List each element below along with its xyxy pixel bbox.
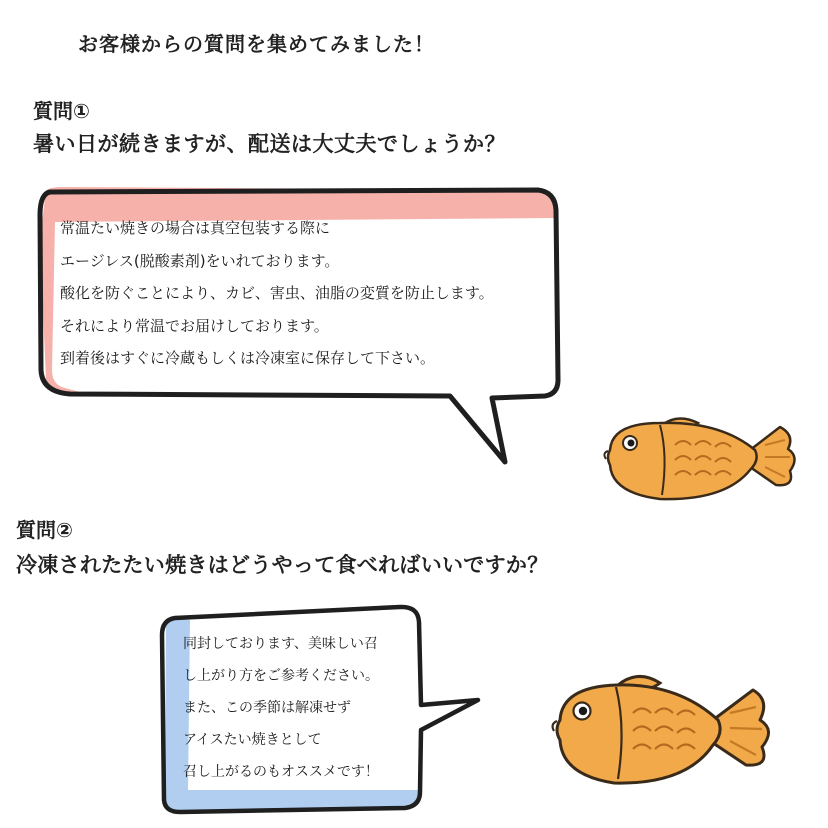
answer-2-line: また、この季節は解凍せず <box>183 700 351 716</box>
answer-2-line: アイスたい焼きとして <box>183 732 322 748</box>
answer-1-text <box>60 212 494 375</box>
answer-2-text <box>183 628 379 788</box>
question-2-text: 冷凍されたたい焼きはどうやって食べればいいですか？ <box>16 553 549 577</box>
question-1-text: 暑い日が続きますが、配送は大丈夫でしょうか？ <box>33 132 506 156</box>
answer-1-line: 常温たい焼きの場合は真空包装する際に <box>60 219 331 237</box>
answer-2-line: 召し上がるのもオススメです！ <box>183 764 379 780</box>
taiyaki-fish-icon <box>600 405 805 505</box>
question-2-label: 質問② <box>16 518 73 542</box>
taiyaki-fish-icon <box>548 665 783 790</box>
answer-1-line: エージレス(脱酸素剤)をいれております。 <box>60 251 340 270</box>
answer-1-line: 到着後はすぐに冷蔵もしくは冷凍室に保存して下さい。 <box>60 349 436 367</box>
page-title: お客様からの質問を集めてみました！ <box>78 32 435 56</box>
question-1-label: 質問① <box>33 99 90 123</box>
answer-1-line: 酸化を防ぐことにより、カビ、害虫、油脂の変質を防止します。 <box>60 284 494 302</box>
answer-2-line: 同封しております、美味しい召 <box>183 636 378 652</box>
answer-1-line: それにより常温でお届けしております。 <box>60 316 329 335</box>
answer-2-line: し上がり方をご参考ください。 <box>183 668 379 684</box>
